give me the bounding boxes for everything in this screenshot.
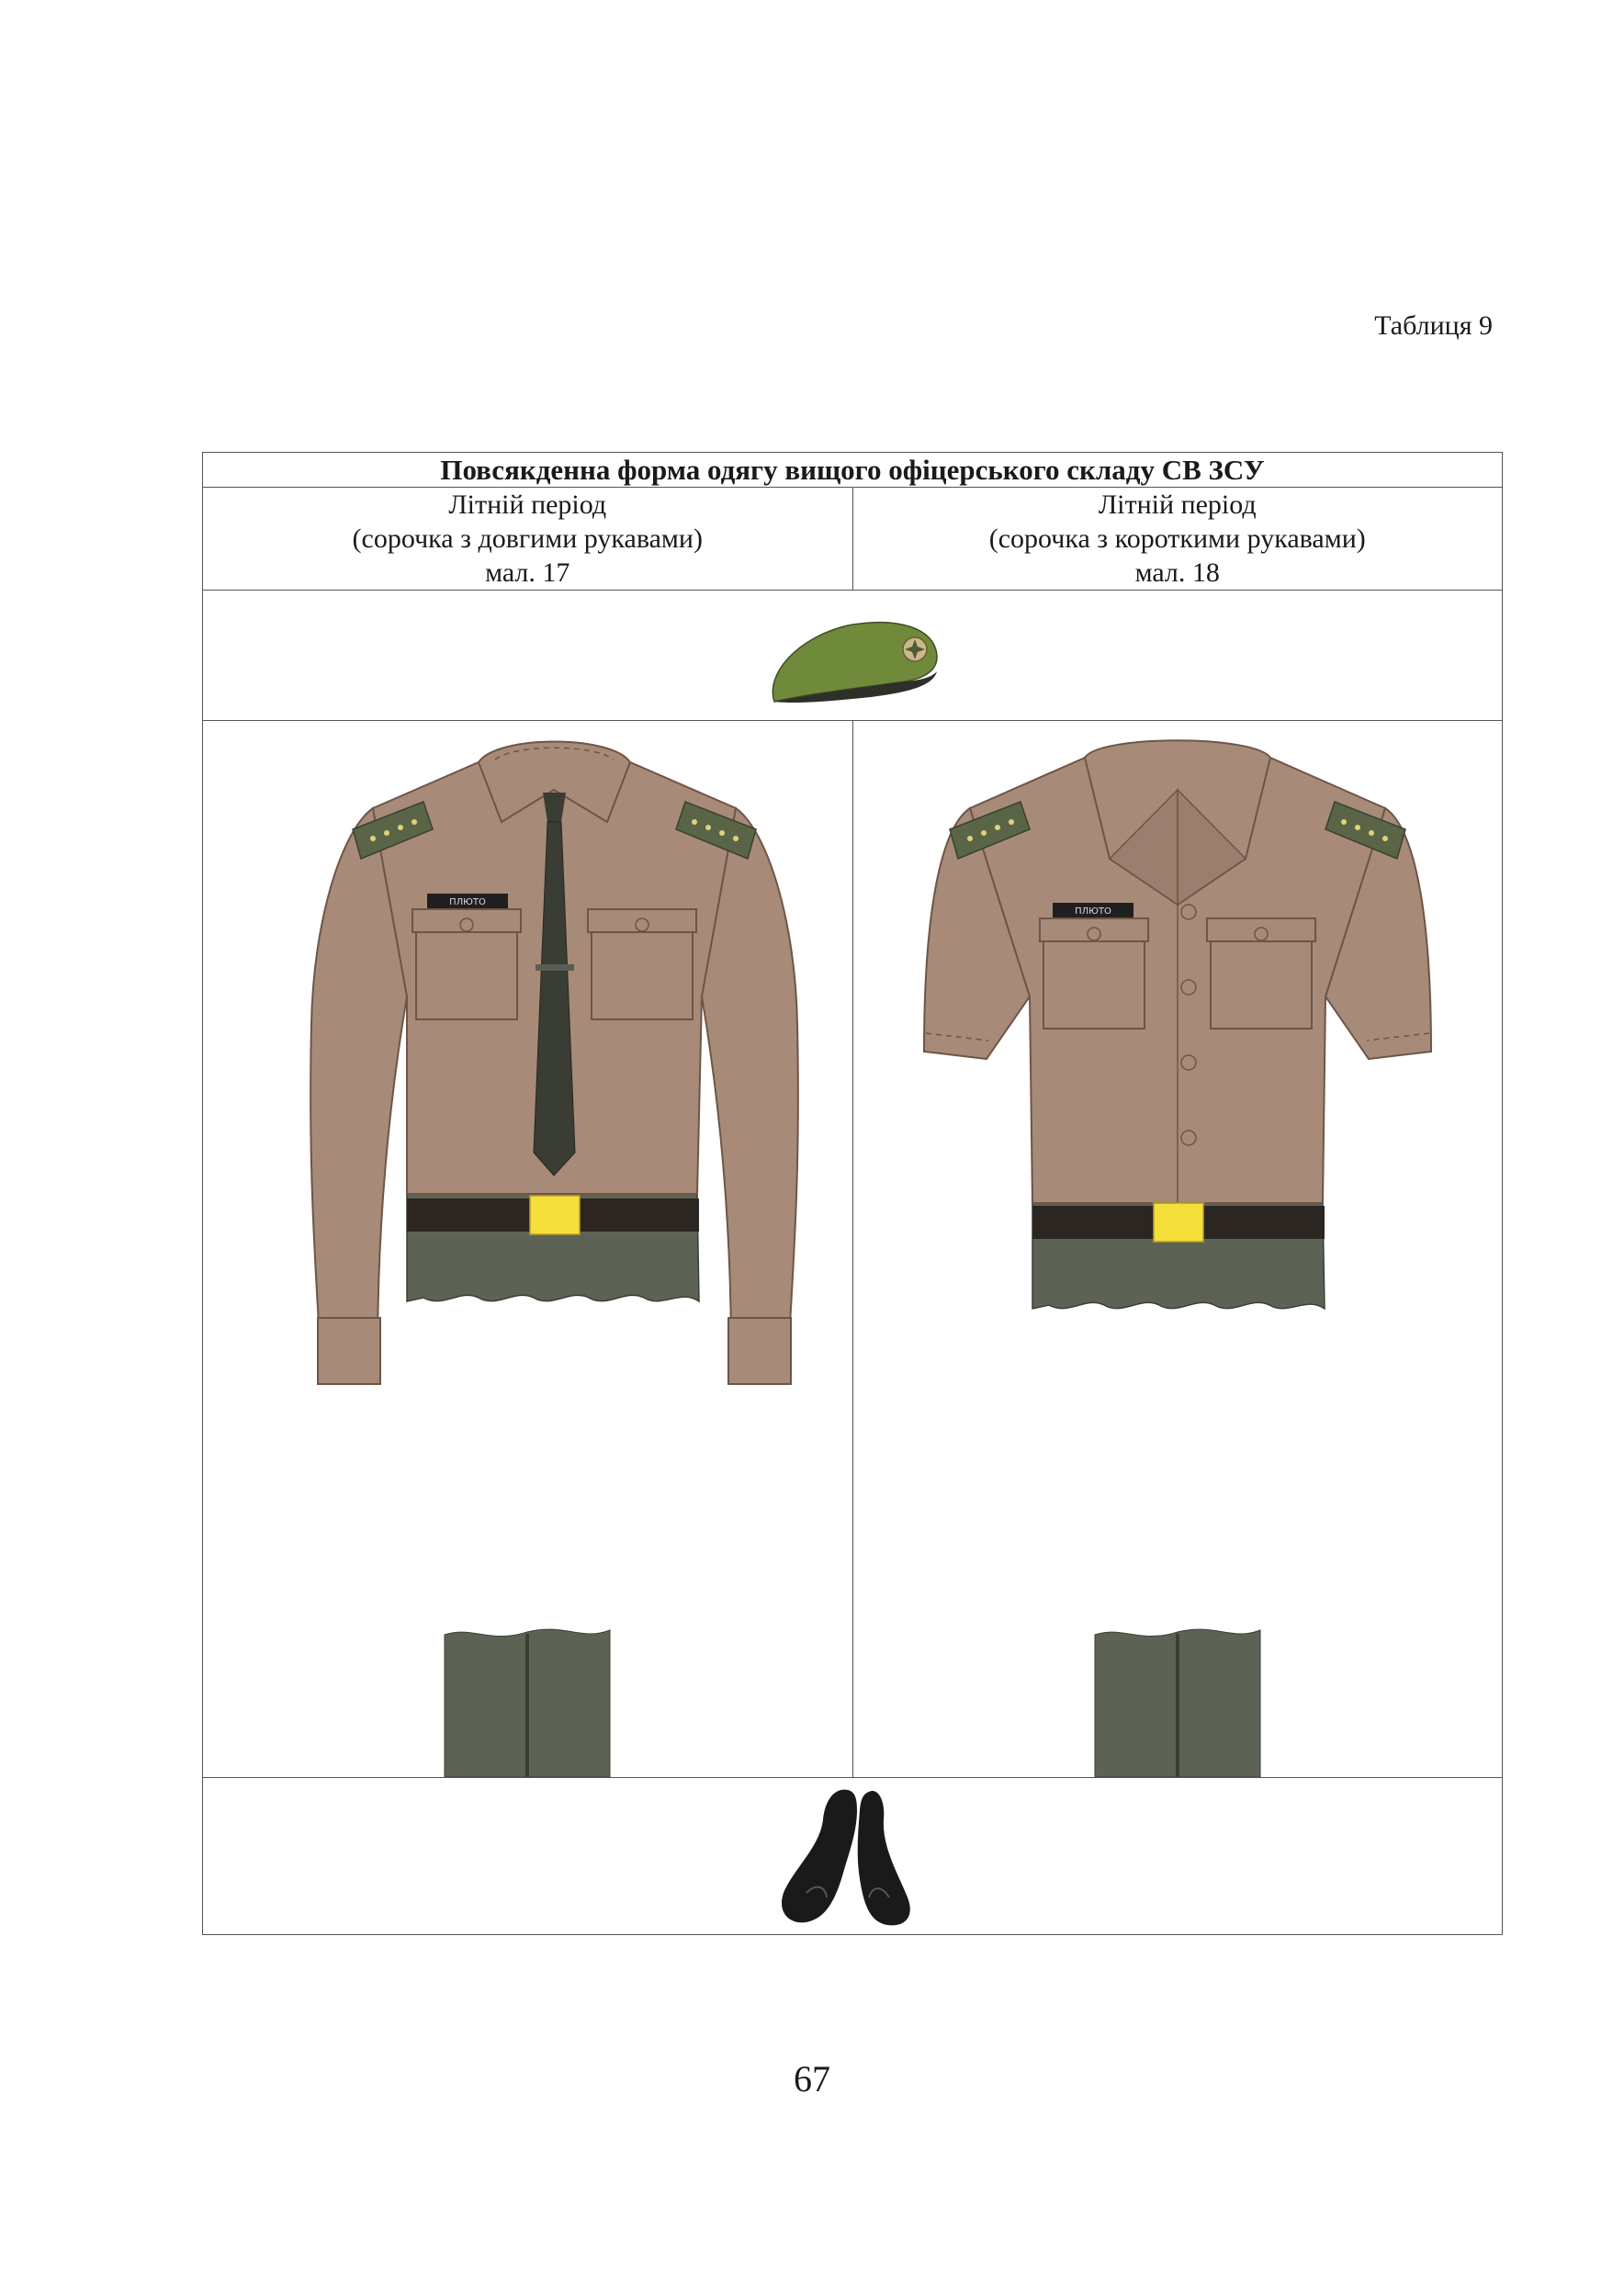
name-tag-text: ПЛЮТО [1075,906,1112,917]
page-number: 67 [794,2058,830,2099]
long-sleeve-uniform-cell [203,721,853,1778]
figure-number: мал. 18 [1134,557,1220,588]
long-sleeve-trousers-illustration [435,1621,619,1777]
column-header-long-sleeve [203,488,853,591]
short-sleeve-trousers-illustration [1086,1621,1269,1777]
name-tag-text: ПЛЮТО [449,897,486,907]
period-label: Літній період [1098,490,1257,520]
uniform-table [202,452,1503,1935]
table-title: Повсякденна форма одягу вищого офіцерського складу СВ ЗСУ [203,453,1503,488]
beret-illustration [761,605,944,706]
shirt-description: (сорочка з довгими рукавами) [352,523,703,554]
long-sleeve-uniform-illustration [203,721,906,1676]
period-label: Літній період [448,490,607,520]
figure-number: мал. 17 [485,557,570,588]
shoes-illustration [770,1783,935,1930]
beret-cell [203,591,1503,721]
beret-badge-icon [903,637,927,661]
short-sleeve-uniform-cell [852,721,1503,1778]
column-header-short-sleeve [852,488,1503,591]
shoes-cell [203,1778,1503,1935]
table-label: Таблиця 9 [1374,310,1493,341]
short-sleeve-uniform-illustration [878,721,1476,1676]
shirt-description: (сорочка з короткими рукавами) [988,523,1366,554]
